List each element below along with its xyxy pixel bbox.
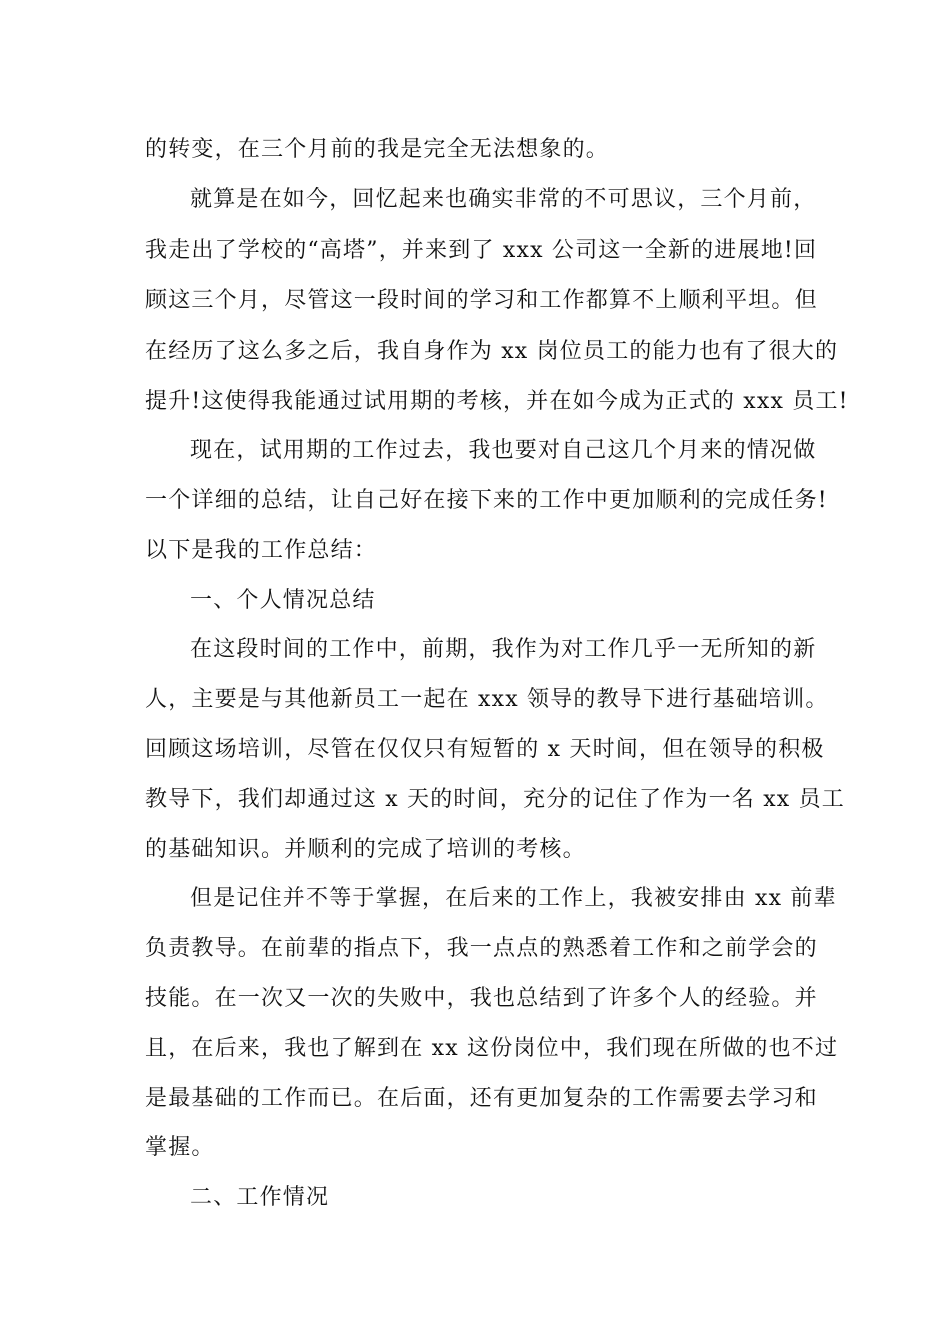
text-line: 我走出了学校的“高塔”，并来到了 xxx 公司这一全新的进展地!回 bbox=[145, 238, 818, 263]
paragraph-start: 在这段时间的工作中，前期，我作为对工作几乎一无所知的新 bbox=[190, 637, 817, 662]
text-line: 一个详细的总结，让自己好在接下来的工作中更加顺利的完成任务! bbox=[145, 488, 828, 513]
text-line: 且，在后来，我也了解到在 xx 这份岗位中，我们现在所做的也不过 bbox=[145, 1036, 839, 1061]
text-line: 技能。在一次又一次的失败中，我也总结到了许多个人的经验。并 bbox=[145, 986, 818, 1011]
text-line: 回顾这场培训，尽管在仅仅只有短暂的 x 天时间，但在领导的积极 bbox=[145, 737, 825, 762]
text-line: 的转变，在三个月前的我是完全无法想象的。 bbox=[145, 137, 610, 162]
text-line: 顾这三个月，尽管这一段时间的学习和工作都算不上顺利平坦。但 bbox=[145, 288, 818, 313]
paragraph-start: 现在，试用期的工作过去，我也要对自己这几个月来的情况做 bbox=[190, 438, 817, 463]
text-line: 是最基础的工作而已。在后面，还有更加复杂的工作需要去学习和 bbox=[145, 1086, 818, 1111]
text-line: 提升!这使得我能通过试用期的考核，并在如今成为正式的 xxx 员工! bbox=[145, 389, 849, 414]
text-line: 的基础知识。并顺利的完成了培训的考核。 bbox=[145, 837, 586, 862]
section-heading: 二、工作情况 bbox=[190, 1185, 330, 1210]
text-line: 以下是我的工作总结： bbox=[145, 538, 378, 563]
text-line: 人，主要是与其他新员工一起在 xxx 领导的教导下进行基础培训。 bbox=[145, 687, 829, 712]
paragraph-start: 但是记住并不等于掌握，在后来的工作上，我被安排由 xx 前辈 bbox=[190, 886, 837, 911]
paragraph-start: 就算是在如今，回忆起来也确实非常的不可思议，三个月前， bbox=[190, 187, 817, 212]
text-line: 在经历了这么多之后，我自身作为 xx 岗位员工的能力也有了很大的 bbox=[145, 339, 839, 364]
section-heading: 一、个人情况总结 bbox=[190, 588, 376, 613]
text-line: 掌握。 bbox=[145, 1135, 215, 1160]
text-line: 教导下，我们却通过这 x 天的时间，充分的记住了作为一名 xx 员工 bbox=[145, 787, 845, 812]
text-line: 负责教导。在前辈的指点下，我一点点的熟悉着工作和之前学会的 bbox=[145, 936, 818, 961]
